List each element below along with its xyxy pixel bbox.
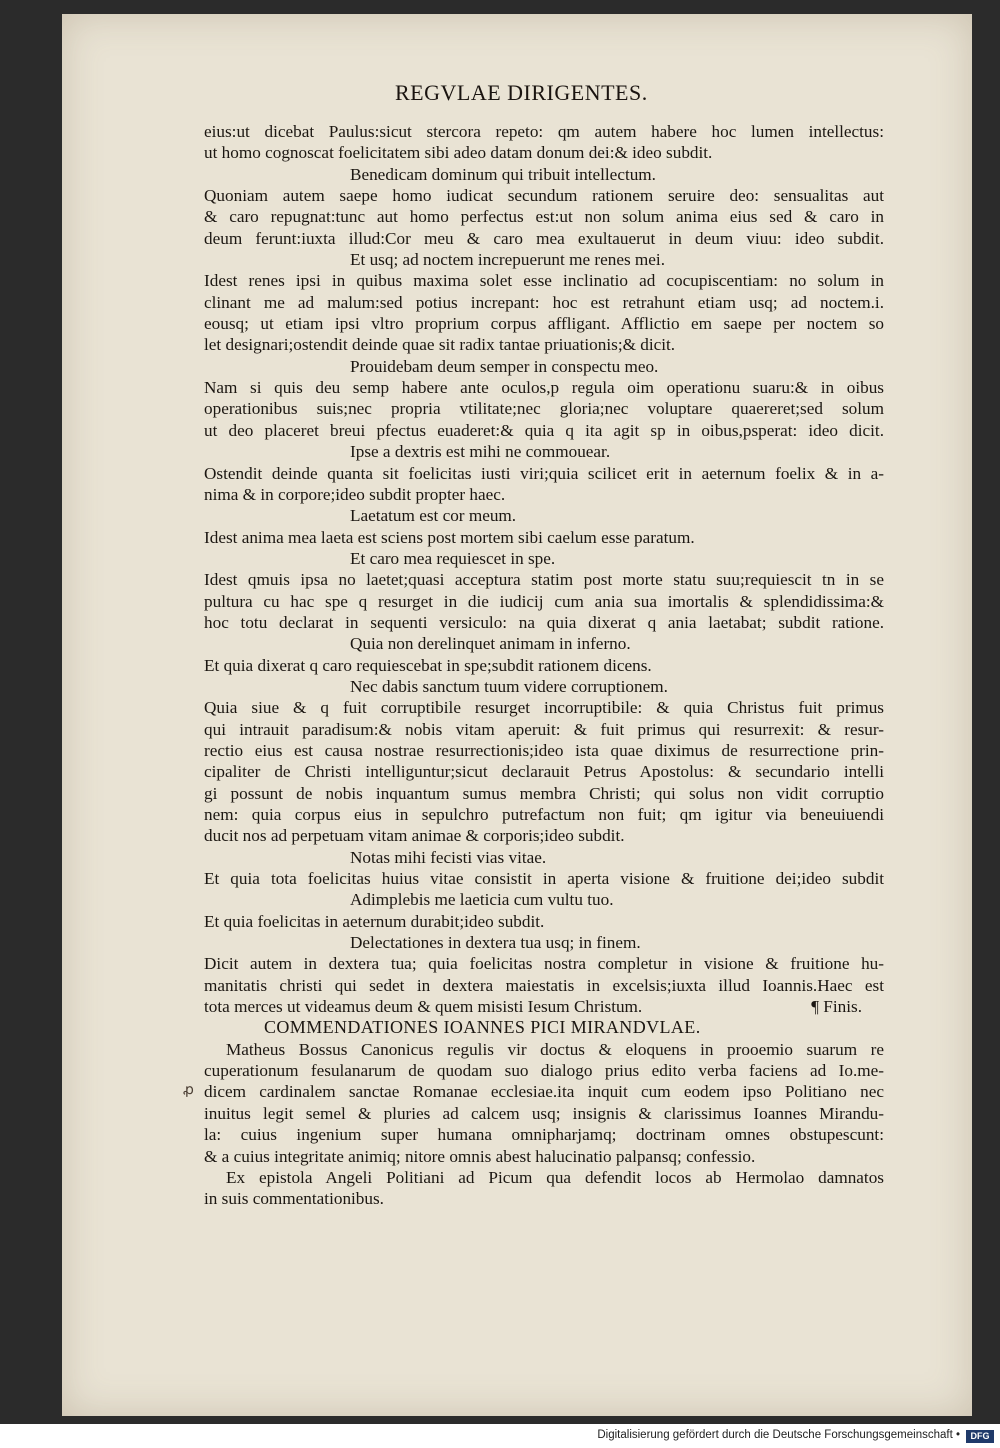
text-line: la: cuius ingenium super humana omnipharjamq; doctrinam omnes obstupescunt: — [204, 1125, 884, 1145]
text-line: Idest anima mea laeta est sciens post mortem sibi caelum esse paratum. — [204, 527, 695, 547]
text-line: cuperationum fesulanarum de quodam suo dialogo prius edito verba faciens ad Io.me- — [204, 1061, 884, 1081]
text-line: clinant me ad malum:sed potius increpant: hoc est retrahunt etiam usq; ad noctem.i. — [204, 292, 884, 312]
verse-line: Et caro mea requiescet in spe. — [350, 548, 556, 568]
text-line: Idest renes ipsi in quibus maxima solet esse inclinatio ad cocupiscentiam: no solum in — [204, 271, 884, 291]
verse-line: Et usq; ad noctem increpuerunt me renes mei. — [350, 250, 665, 270]
verse-line: Benedicam dominum qui tribuit intellectum. — [350, 164, 656, 184]
text-line: Dicit autem in dextera tua; quia foelicitas nostra completur in visione & fruitione hu- — [204, 954, 884, 974]
text-block — [204, 121, 884, 1210]
text-line: ducit nos ad perpetuam vitam animae & corporis;ideo subdit. — [204, 826, 625, 846]
text-line — [204, 996, 884, 1017]
text-line: Idest qmuis ipsa no laetet;quasi acceptura statim post morte statu suu;requiescit tn in se — [204, 570, 884, 590]
text-line: qui intrauit paradisum:& nobis vitam aperuit: & fuit primus qui resurrexit: & resur- — [204, 719, 884, 739]
text-line: Ex epistola Angeli Politiani ad Picum qua defendit locos ab Hermolao damnatos — [226, 1167, 884, 1187]
text-line: & caro repugnat:tunc aut homo perfectus est:ut non solum anima eius sed & caro in — [204, 207, 884, 227]
funding-note: Digitalisierung gefördert durch die Deutsche Forschungsgemeinschaft • — [597, 1429, 960, 1441]
text-line: gi possunt de nobis inquantum sumus membra Christi; qui solus non vidit corruptio — [204, 783, 884, 803]
text-line: nem: quia corpus eius in sepulchro putrefactum non fuit; qm igitur via beneuiuendi — [204, 805, 884, 824]
text-line: eousq; ut etiam ipsi vltro proprium corpus affligant. Afflictio em saepe per noctem so — [204, 314, 884, 334]
text-line: nima & in corpore;ideo subdit propter haec. — [204, 484, 506, 504]
text-line: inuitus legit semel & pluries ad calcem usq; insignis & clarissimus Ioannes Mirandu- — [204, 1103, 884, 1123]
text-line: Nam si quis deu semp habere ante oculos,p regula oim operationu suaru:& in oibus — [204, 378, 884, 398]
text-line: Ostendit deinde quanta sit foelicitas iusti viri;quia scilicet erit in aeternum foelix & in a- — [204, 463, 884, 483]
text-line: Et quia tota foelicitas huius vitae consistit in aperta visione & fruitione dei;ideo subdit — [204, 869, 884, 889]
footer-bar — [0, 1424, 1000, 1448]
text-line: Matheus Bossus Canonicus regulis vir doctus & eloquens in prooemio suarum re — [226, 1039, 884, 1059]
margin-mark: ꝓ — [183, 1083, 194, 1098]
verse-line: Quia non derelinquet animam in inferno. — [350, 634, 631, 654]
text-line: & a cuius integritate animiq; nitore omnis abest halucinatio palpansq; confessio. — [204, 1146, 756, 1166]
text-line: Et quia foelicitas in aeternum durabit;ideo subdit. — [204, 911, 545, 931]
text-line: deum ferunt:iuxta illud:Cor meu & caro mea exultauerut in deum viuu: ideo subdit. — [204, 228, 884, 248]
text-line: eius:ut dicebat Paulus:sicut stercora repeto: qm autem habere hoc lumen intellectus: — [204, 122, 884, 141]
text-line: pultura cu hac spe q resurget in die iudicij cum ania sua imortalis & splendidissima:& — [204, 591, 884, 611]
text-line: Quoniam autem saepe homo iudicat secundum rationem seruire deo: sensualitas aut — [204, 186, 884, 206]
text-line: in suis commentationibus. — [204, 1189, 384, 1209]
verse-line: Adimplebis me laeticia cum vultu tuo. — [350, 890, 614, 910]
text-line: rectio eius est causa nostrae resurrectionis;ideo ista quae diximus de resurrectione prin- — [204, 740, 884, 760]
dfg-logo: DFG — [966, 1430, 994, 1443]
verse-line: Prouidebam deum semper in conspectu meo. — [350, 356, 659, 376]
verse-line: Nec dabis sanctum tuum videre corruptionem. — [350, 676, 668, 696]
text-line: operationibus suis;nec propria vtilitate;nec gloria;nec voluptare quaereret;sed solum — [204, 399, 884, 419]
text-line: manitatis christi qui sedet in dextera maiestatis in excelsis;iuxta illud Ioannis.Haec est — [204, 975, 884, 995]
text-line: Et quia dixerat q caro requiescebat in spe;subdit rationem dicens. — [204, 655, 652, 675]
text-line: ut homo cognoscat foelicitatem sibi adeo datam donum dei:& ideo subdit. — [204, 143, 713, 163]
text-line: let designari;ostendit deinde quae sit radix tantae priuationis;& dicit. — [204, 335, 676, 355]
text-line: ut deo placeret breui pfectus euaderet:& quia q ita agit sp in oibus,psperat: ideo dicit. — [204, 420, 884, 440]
verse-line: Ipse a dextris est mihi ne commouear. — [350, 442, 611, 462]
finis-mark: ¶ Finis. — [811, 997, 862, 1017]
verse-line: Notas mihi fecisti vias vitae. — [350, 847, 547, 867]
text-line: cipaliter de Christi intelliguntur;sicut declarauit Petrus Apostolus: & secundario intelli — [204, 762, 884, 782]
text-line: dicem cardinalem sanctae Romanae ecclesiae.ita inquit cum eodem ipso Politiano nec — [204, 1082, 884, 1102]
text-line-content: tota merces ut videamus deum & quem misisti Iesum Christum. — [204, 997, 643, 1017]
text-line: Quia siue & q fuit corruptibile resurget incorruptibile: & quia Christus fuit primus — [204, 698, 884, 718]
page-header: REGVLAE DIRIGENTES. — [395, 80, 648, 105]
verse-line: Laetatum est cor meum. — [350, 506, 517, 526]
verse-line: Delectationes in dextera tua usq; in finem. — [350, 933, 641, 953]
section-heading: COMMENDATIONES IOANNES PICI MIRANDVLAE. — [264, 1017, 701, 1038]
text-line: hoc totu declarat in sequenti versiculo: na quia dixerat q ania laetabat; subdit ratione. — [204, 612, 884, 632]
